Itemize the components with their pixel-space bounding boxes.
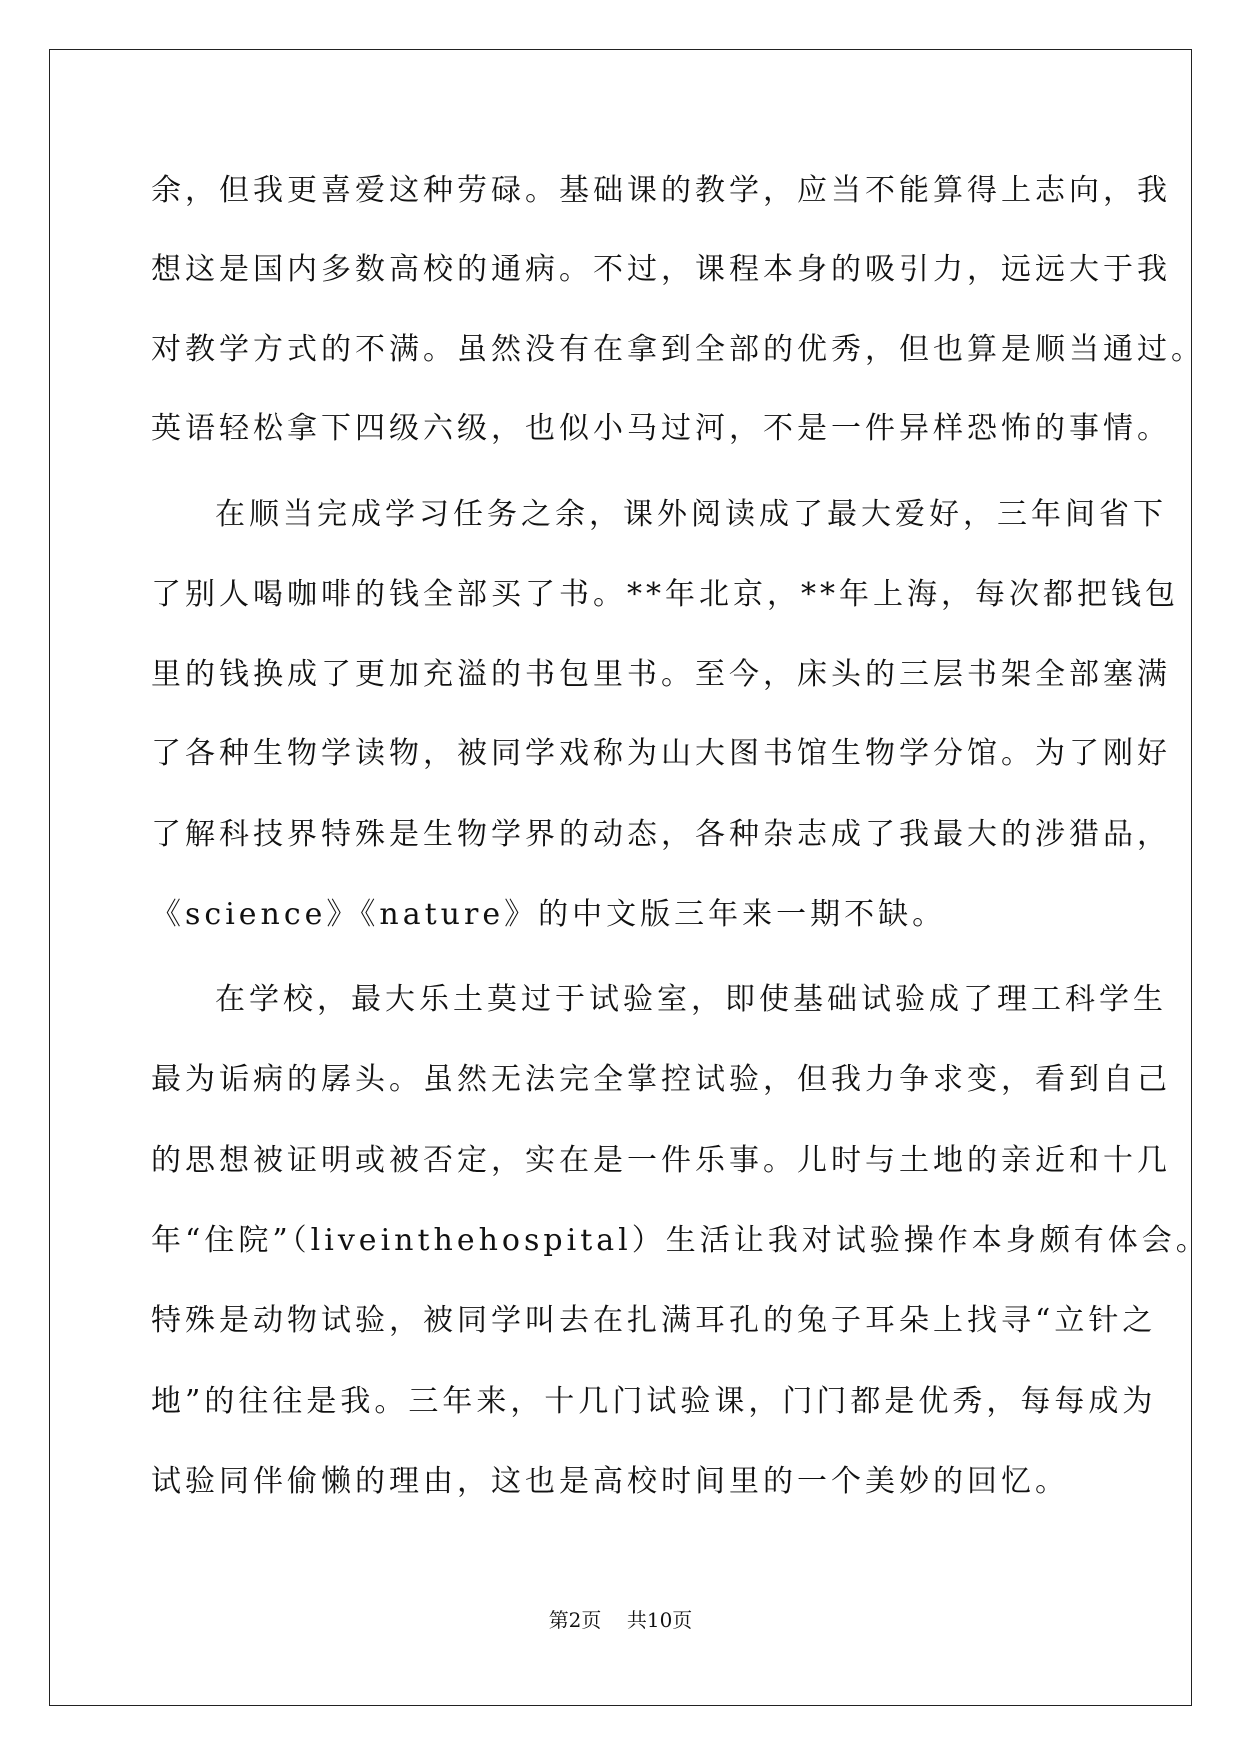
text-line: 年“住院”（liveinthehospital）生活让我对试验操作本身颇有体会。 [151, 1223, 1210, 1258]
text-line: 英语轻松拿下四级六级，也似小马过河，不是一件异样恐怖的事情。 [151, 411, 1171, 446]
text-line: 特殊是动物试验，被同学叫去在扎满耳孔的兔子耳朵上找寻“立针之 [151, 1303, 1157, 1338]
text-line: 对教学方式的不满。虽然没有在拿到全部的优秀，但也算是顺当通过。 [151, 332, 1205, 367]
text-line: 《science》《nature》的中文版三年来一期不缺。 [151, 897, 947, 932]
text-line: 里的钱换成了更加充溢的书包里书。至今，床头的三层书架全部塞满 [151, 657, 1171, 692]
text-line: 余，但我更喜爱这种劳碌。基础课的教学，应当不能算得上志向，我 [151, 173, 1171, 208]
text-line: 了别人喝咖啡的钱全部买了书。**年北京，**年上海，每次都把钱包 [151, 577, 1179, 612]
text-line: 地”的往往是我。三年来，十几门试验课，门门都是优秀，每每成为 [151, 1384, 1157, 1419]
paragraph-first-line: 在顺当完成学习任务之余，课外阅读成了最大爱好，三年间省下 [215, 497, 1167, 532]
text-line: 了解科技界特殊是生物学界的动态，各种杂志成了我最大的涉猎品， [151, 817, 1171, 852]
text-line: 的思想被证明或被否定，实在是一件乐事。儿时与土地的亲近和十几 [151, 1143, 1171, 1178]
text-line: 想这是国内多数高校的通病。不过，课程本身的吸引力，远远大于我 [151, 252, 1171, 287]
text-line: 最为诟病的孱头。虽然无法完全掌控试验，但我力争求变，看到自己 [151, 1062, 1171, 1097]
paragraph-first-line: 在学校，最大乐土莫过于试验室，即使基础试验成了理工科学生 [215, 982, 1167, 1017]
text-line: 了各种生物学读物，被同学戏称为山大图书馆生物学分馆。为了刚好 [151, 736, 1171, 771]
text-line: 试验同伴偷懒的理由，这也是高校时间里的一个美妙的回忆。 [151, 1464, 1069, 1499]
page-border [49, 49, 1192, 1706]
page-number-footer: 第2页 共10页 [548, 1608, 693, 1632]
